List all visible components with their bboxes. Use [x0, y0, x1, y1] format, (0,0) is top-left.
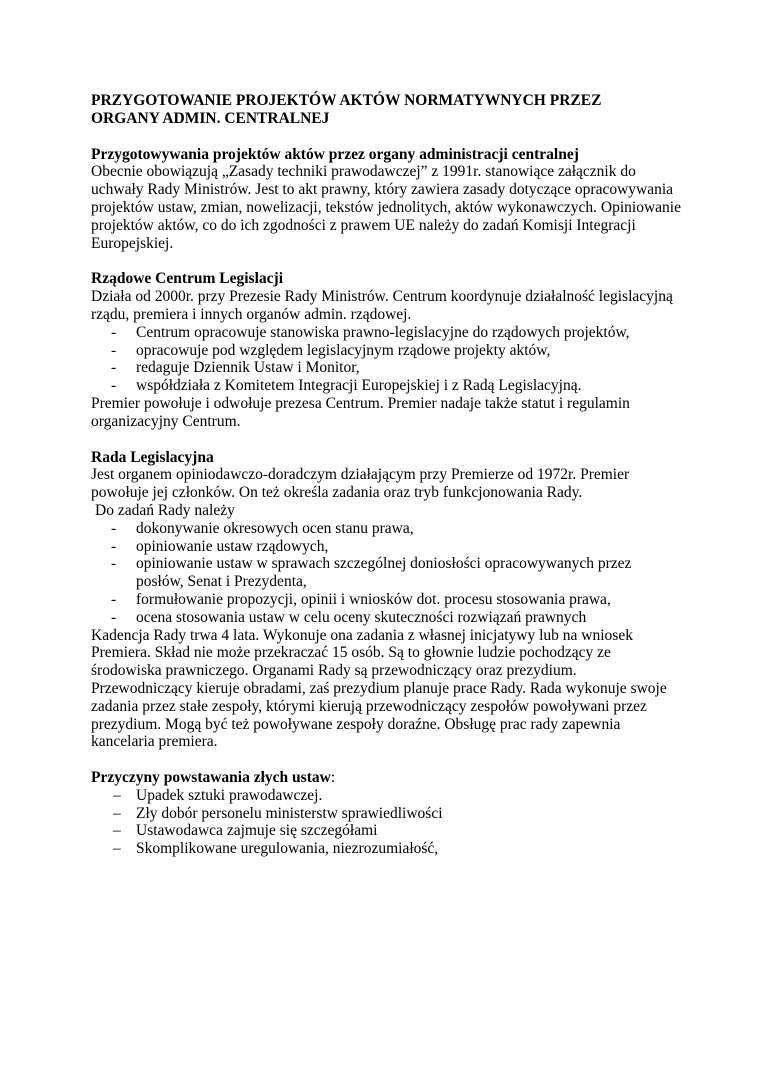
- dash-marker: -: [111, 555, 117, 573]
- list-item-text: formułowanie propozycji, opinii i wniosków dot. procesu stosowania prawa,: [136, 590, 611, 608]
- list-item: [91, 538, 681, 556]
- dash-marker: -: [111, 377, 117, 395]
- list-item-text: dokonywanie okresowych ocen stanu prawa,: [136, 519, 414, 537]
- list-item-text: opracowuje pod względem legislacyjnym rządowe projekty aktów,: [136, 341, 551, 359]
- list-item: [91, 377, 681, 395]
- list-item-text: opiniowanie ustaw rządowych,: [136, 537, 329, 555]
- task-list: [91, 520, 681, 627]
- dash-marker: -: [111, 341, 117, 359]
- section-rcl: [91, 270, 681, 430]
- section-heading: Rada Legislacyjna: [91, 448, 214, 466]
- list-item-text: Zły dobór personelu ministerstw sprawiedliwości: [136, 804, 443, 822]
- task-list: [91, 324, 681, 395]
- list-item-text: Centrum opracowuje stanowiska prawno-legislacyjne do rządowych projektów,: [136, 323, 630, 341]
- section-heading: Rządowe Centrum Legislacji: [91, 270, 283, 288]
- list-item-text: Upadek sztuki prawodawczej.: [136, 786, 323, 804]
- dash-marker: -: [111, 590, 117, 608]
- dash-marker: –: [113, 822, 121, 840]
- section-outro: Premier powołuje i odwołuje prezesa Centrum. Premier nadaje także statut i regulamin organizacyjny Centrum.: [91, 394, 630, 430]
- list-item: [91, 805, 681, 823]
- document-page: [91, 92, 681, 858]
- list-item-text: współdziała z Komitetem Integracji Europejskiej i z Radą Legislacyjną.: [136, 377, 582, 395]
- dash-marker: –: [113, 840, 121, 858]
- dash-marker: -: [111, 359, 117, 377]
- section-intro: Działa od 2000r. przy Prezesie Rady Ministrów. Centrum koordynuje działalność legislacyjną rządu, premiera i innych organów admin. rządowej.: [91, 288, 673, 323]
- list-item: [91, 840, 681, 858]
- section-bad-laws: [91, 769, 681, 858]
- heading-text: Przyczyny powstawania złych ustaw: [91, 769, 331, 787]
- list-item: [91, 787, 681, 805]
- dash-marker: –: [113, 786, 121, 804]
- list-item: [91, 591, 681, 609]
- list-item: [91, 520, 681, 538]
- list-item-text: ocena stosowania ustaw w celu oceny skuteczności rozwiązań prawnych: [136, 608, 587, 626]
- list-item-text: Ustawodawca zajmuje się szczegółami: [136, 822, 378, 840]
- section-heading: Przygotowywania projektów aktów przez organy administracji centralnej: [91, 145, 579, 163]
- dash-marker: -: [111, 608, 117, 626]
- list-item: [91, 342, 681, 360]
- list-item-text: redaguje Dziennik Ustaw i Monitor,: [136, 359, 360, 377]
- list-item: [91, 609, 681, 627]
- section-heading: [91, 769, 681, 787]
- list-item: [91, 822, 681, 840]
- dash-marker: -: [111, 323, 117, 341]
- document-title: PRZYGOTOWANIE PROJEKTÓW AKTÓW NORMATYWNYCH PRZEZ ORGANY ADMIN. CENTRALNEJ: [91, 92, 602, 127]
- dash-marker: -: [111, 519, 117, 537]
- dash-marker: -: [111, 537, 117, 555]
- list-item: [91, 324, 681, 342]
- heading-suffix: :: [330, 769, 336, 787]
- list-item: [91, 555, 681, 591]
- list-label: Do zadań Rady należy: [95, 501, 235, 519]
- section-intro: Jest organem opiniodawczo-doradczym działającym przy Premierze od 1972r. Premier powołuje jej członków. On też określa zadania oraz tryb funkcjonowania Rady.: [91, 466, 630, 502]
- section-preparation: [91, 146, 681, 253]
- section-paragraph: Obecnie obowiązują „Zasady techniki prawodawczej” z 1991r. stanowiące załącznik do uchwały Rady Ministrów. Jest to akt prawny, który zawiera zasady dotyczące opracowywania projektów ustaw, zmian, nowelizacji, tekstów jednolitych, aktów wykonawczych. Opiniowanie projektów aktów, co do ich zgodności z prawem UE należy do zadań Komisji Integracji Europejskiej.: [91, 163, 681, 252]
- list-item-text: opiniowanie ustaw w sprawach szczególnej doniosłości opracowywanych przez posłów, Senat i Prezydenta,: [136, 555, 632, 591]
- list-item: [91, 359, 681, 377]
- list-item-text: Skomplikowane uregulowania, niezrozumiałość,: [136, 840, 439, 858]
- section-outro: Kadencja Rady trwa 4 lata. Wykonuje ona zadania z własnej inicjatywy lub na wniosek Premiera. Skład nie może przekraczać 15 osób. Są to głownie ludzie pochodzący ze środowiska prawniczego. Organami Rady są przewodniczący oraz prezydium. Przewodniczący kieruje obradami, zaś prezydium planuje prace Rady. Rada wykonuje swoje zadania przez stałe zespoły, którymi kierują przewodniczący zespołów powoływani przez prezydium. Mogą być też powoływane zespoły doraźne. Obsługę prac rady zapewnia kancelaria premiera.: [91, 626, 667, 751]
- section-legislative-council: [91, 449, 681, 752]
- cause-list: [91, 787, 681, 858]
- dash-marker: –: [113, 804, 121, 822]
